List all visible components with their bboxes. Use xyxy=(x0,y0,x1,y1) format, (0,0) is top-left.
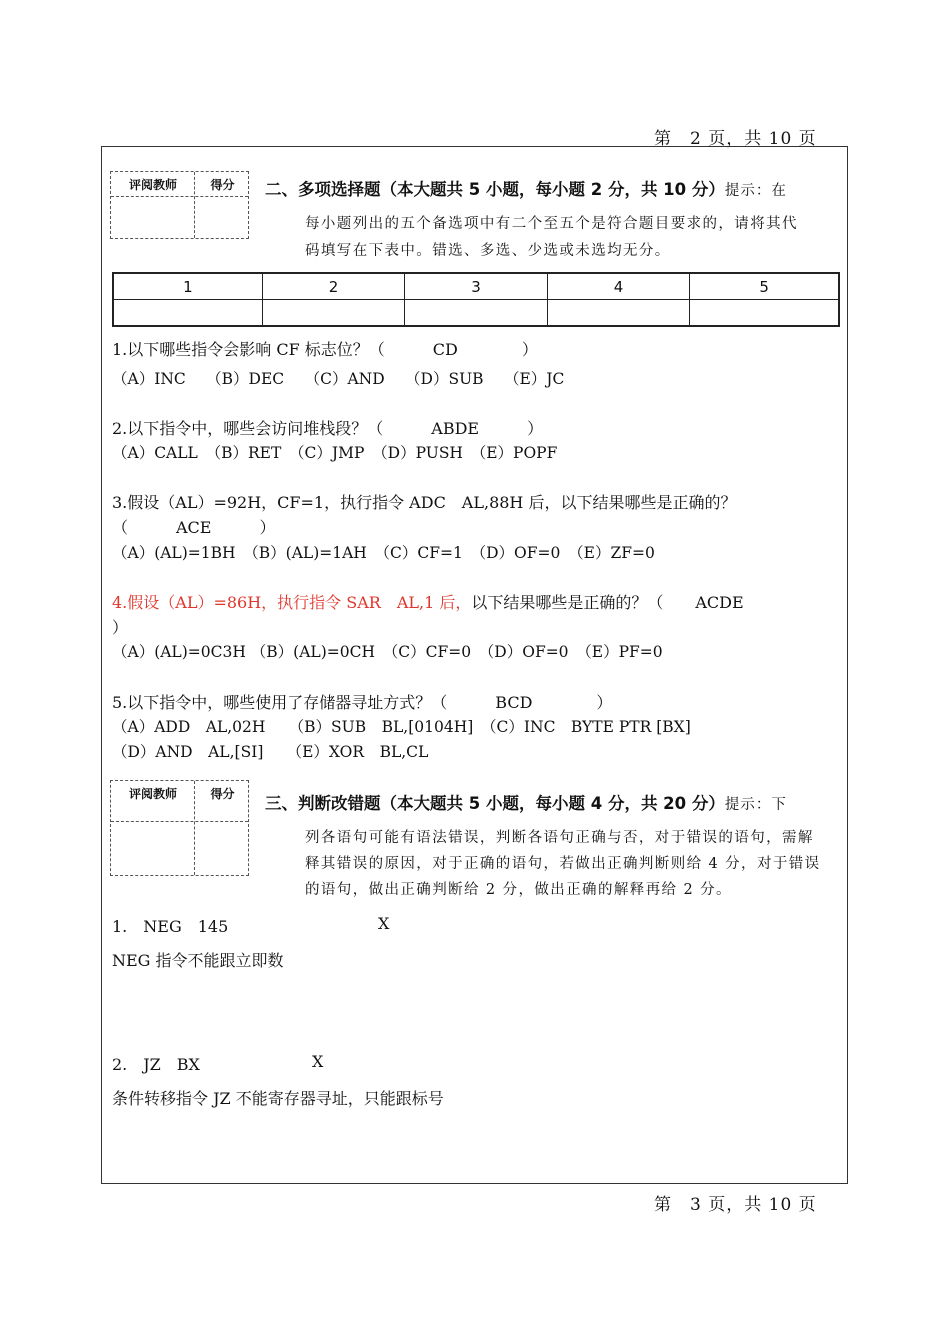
section2-hint-line1: 每小题列出的五个备选项中有二个至五个是符合题目要求的，请将其代 xyxy=(305,216,798,232)
score-label: 得分 xyxy=(210,178,235,192)
question-5-stem: 5.以下指令中，哪些使用了存储器寻址方式？（ BCD ） xyxy=(112,693,613,712)
footer-page-number: 第 3 页，共 10 页 xyxy=(654,1195,817,1215)
section2-title: 二、多项选择题（本大题共 5 小题，每小题 2 分，共 10 分） xyxy=(265,180,725,199)
reviewer-label: 评阅教师 xyxy=(128,178,177,192)
answer-col-1: 1 xyxy=(113,273,262,300)
answer-cell-2[interactable] xyxy=(262,300,404,327)
reviewer-label: 评阅教师 xyxy=(128,787,177,801)
answer-cell-3[interactable] xyxy=(405,300,547,327)
question-2-stem: 2.以下指令中，哪些会访问堆栈段？（ ABDE ） xyxy=(112,419,544,438)
question-3-options: （A）(AL)=1BH （B）(AL)=1AH （C）CF=1 （D）OF=0 （E）ZF=0 xyxy=(112,544,655,562)
answer-table xyxy=(112,272,840,327)
section2-hint-lead: 提示：在 xyxy=(724,183,787,199)
tf-item-1-statement: 1. NEG 145 xyxy=(112,917,229,936)
question-2-options: （A）CALL （B）RET （C）JMP （D）PUSH （E）POPF xyxy=(112,444,558,462)
section3-title: 三、判断改错题（本大题共 5 小题，每小题 4 分，共 20 分） xyxy=(265,794,725,813)
question-3-answer: （ ACE ） xyxy=(112,518,276,537)
section2-hint-line2: 码填写在下表中。错选、多选、少选或未选均无分。 xyxy=(305,243,671,259)
answer-cell-5[interactable] xyxy=(690,300,839,327)
question-4-stem-highlight: 4.假设（AL）=86H，执行指令 SAR AL,1 后， xyxy=(112,593,472,612)
answer-cell-4[interactable] xyxy=(547,300,689,327)
question-4-stem xyxy=(112,590,744,613)
answer-col-4: 4 xyxy=(547,273,689,300)
question-4-answer-close: ） xyxy=(112,618,129,637)
tf-item-2-answer: 条件转移指令 JZ 不能寄存器寻址，只能跟标号 xyxy=(112,1089,444,1108)
section3-heading xyxy=(265,790,787,814)
section3-hint-line3: 的语句，做出正确判断给 2 分，做出正确的解释再给 2 分。 xyxy=(305,882,732,898)
section2-heading xyxy=(265,176,787,200)
section3-hint-lead: 提示：下 xyxy=(724,797,787,813)
question-1-stem: 1.以下哪些指令会影响 CF 标志位？（ CD ） xyxy=(112,340,538,359)
question-4-options: （A）(AL)=0C3H （B）(AL)=0CH （C）CF=0 （D）OF=0 （E）PF=0 xyxy=(112,643,663,661)
question-5-options: （A）ADD AL,02H （B）SUB BL,[0104H] （C）INC BYTE PTR [BX] xyxy=(112,718,691,736)
question-3-stem: 3.假设（AL）=92H，CF=1，执行指令 ADC AL,88H 后，以下结果哪些是正确的？ xyxy=(112,493,737,512)
tf-item-2-mark: X xyxy=(312,1052,324,1071)
section3-hint-line1: 列各语句可能有语法错误，判断各语句正确与否，对于错误的语句，需解 xyxy=(305,830,814,846)
grade-box-section3 xyxy=(110,780,249,876)
grade-box-section2 xyxy=(110,171,249,239)
answer-table-input-row xyxy=(113,300,839,327)
question-5-options-line2: （D）AND AL,[SI] （E）XOR BL,CL xyxy=(112,743,429,761)
tf-item-1-mark: X xyxy=(378,914,390,933)
answer-table-header-row xyxy=(113,273,839,300)
header-page-number: 第 2 页，共 10 页 xyxy=(654,129,817,149)
answer-col-3: 3 xyxy=(405,273,547,300)
answer-cell-1[interactable] xyxy=(113,300,262,327)
answer-col-5: 5 xyxy=(690,273,839,300)
tf-item-1-answer: NEG 指令不能跟立即数 xyxy=(112,951,284,970)
score-label: 得分 xyxy=(210,787,235,801)
tf-item-2-statement: 2. JZ BX xyxy=(112,1055,200,1074)
section3-hint-line2: 释其错误的原因，对于正确的语句，若做出正确判断则给 4 分，对于错误 xyxy=(305,856,821,872)
question-4-stem-rest: 以下结果哪些是正确的？（ ACDE xyxy=(471,593,744,612)
answer-col-2: 2 xyxy=(262,273,404,300)
question-1-options: （A）INC （B）DEC （C）AND （D）SUB （E）JC xyxy=(112,370,565,388)
